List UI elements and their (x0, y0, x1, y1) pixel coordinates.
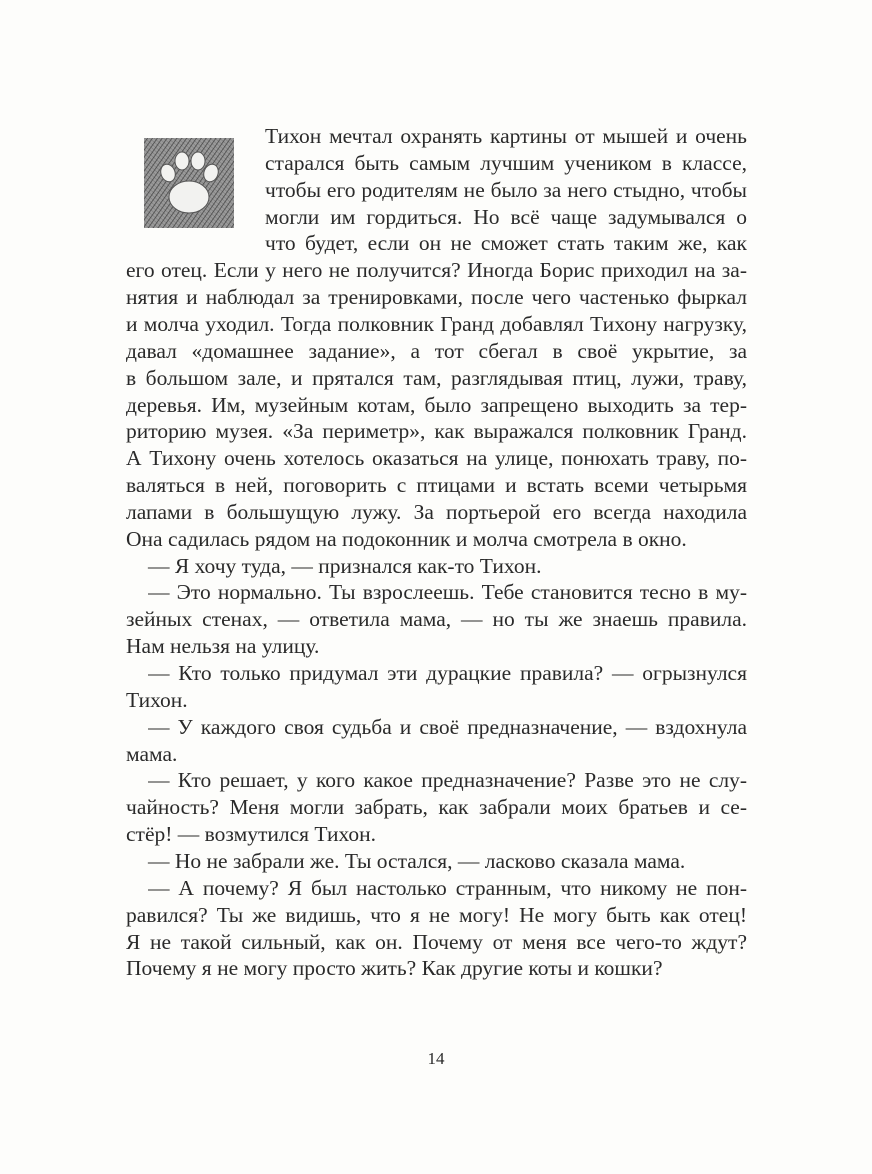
page-number: 14 (427, 1049, 445, 1068)
text-line: Она садилась рядом на подоконник и молча смотрела в окно. (126, 526, 687, 551)
text-line: чайность? Меня могли забрать, как забрали моих братьев и се- (126, 795, 747, 820)
text-line: Тихон мечтал охранять картины от мышей и очень (265, 124, 747, 148)
text-line: давал «домашнее задание», а тот сбегал в своё укрытие, за (126, 338, 747, 363)
text-line: — Кто решает, у кого какое предназначение? Разве это не слу- (148, 768, 747, 793)
text-line: могли им гордиться. Но всё чаще задумывался о (265, 204, 747, 229)
text-line: мама. (126, 741, 178, 766)
text-line: и молча уходил. Тогда полковник Гранд добавлял Тихону нагрузку, (126, 311, 747, 336)
text-line: что будет, если он не сможет стать таким же, как (265, 231, 747, 256)
text-line: равился? Ты же видишь, что я не могу! Не могу быть как отец! (126, 902, 747, 927)
text-line: Я не такой сильный, как он. Почему от меня все чего-то ждут? (126, 929, 747, 954)
text-line: старался быть самым лучшим учеником в классе, (265, 150, 747, 175)
paw-print-icon (143, 137, 235, 229)
text-line: Нам нельзя на улицу. (126, 634, 320, 659)
text-line: — Но не забрали же. Ты остался, — ласково сказала мама. (148, 848, 686, 873)
text-line: — Я хочу туда, — признался как-то Тихон. (148, 553, 542, 578)
text-line: нятия и наблюдал за тренировками, после чего частенько фыркал (126, 285, 747, 310)
text-line: валяться в ней, поговорить с птицами и встать всеми четырьмя (126, 473, 747, 498)
text-line: Почему я не могу просто жить? Как другие коты и кошки? (126, 956, 663, 981)
text-line: — Кто только придумал эти дурацкие правила? — огрызнулся (148, 661, 747, 685)
text-line: риторию музея. «За периметр», как выражался полковник Гранд. (126, 419, 747, 444)
text-line: чтобы его родителям не было за него стыдно, чтобы (265, 177, 747, 202)
text-line: деревья. Им, музейным котам, было запрещено выходить за тер- (126, 392, 747, 417)
text-line: — У каждого своя судьба и своё предназначение, — вздохнула (148, 714, 747, 739)
text-line: — А почему? Я был настолько странным, что никому не пон- (148, 875, 747, 900)
text-line: стёр! — возмутился Тихон. (126, 822, 377, 847)
text-line: А Тихону очень хотелось оказаться на улице, понюхать траву, по- (126, 446, 747, 471)
text-line: лапами в большущую лужу. За портьерой его всегда находила (126, 499, 747, 524)
text-line: его отец. Если у него не получится? Иногда Борис приходил на за- (126, 258, 747, 283)
text-line: зейных стенах, — ответила мама, — но ты же знаешь правила. (126, 607, 747, 632)
text-line: в большом зале, и прятался там, разглядывая птиц, лужи, траву, (126, 365, 747, 390)
text-line: Тихон. (126, 687, 188, 712)
text-line: — Это нормально. Ты взрослеешь. Тебе становится тесно в му- (148, 580, 747, 605)
